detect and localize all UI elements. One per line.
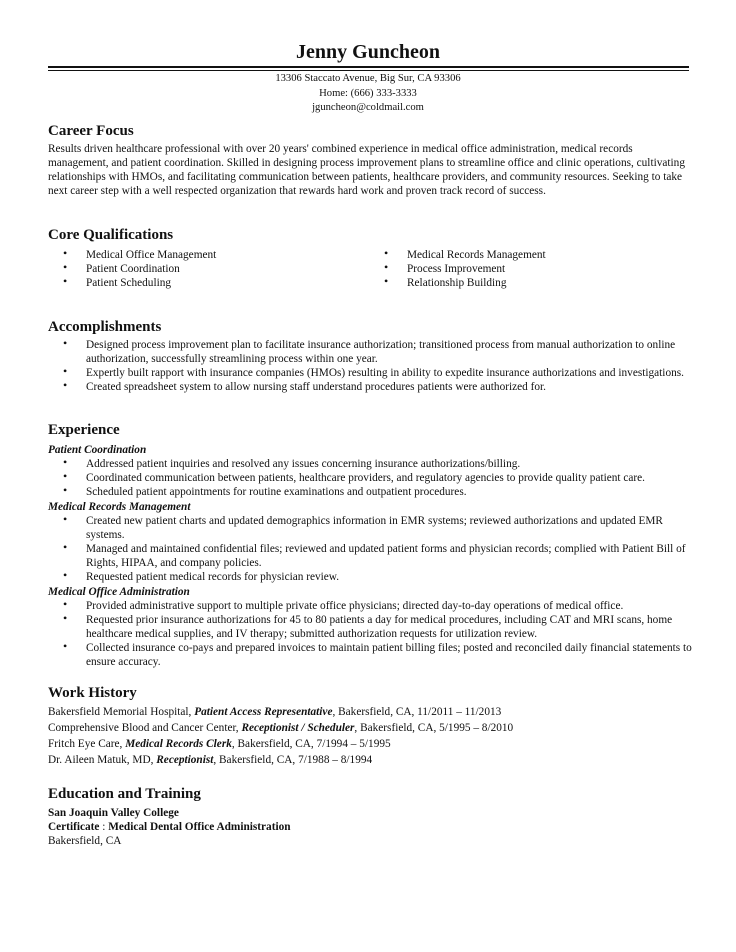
experience-list — [48, 514, 693, 584]
education-certificate — [48, 820, 693, 834]
list-item: • Coordinated communication between patients, healthcare providers, and regulatory agencies to provide quality patient care. — [48, 471, 693, 485]
list-item: • Patient Scheduling — [48, 276, 369, 290]
certificate-separator: : — [99, 821, 109, 833]
list-item: • Relationship Building — [369, 276, 690, 290]
work-role: Receptionist / Scheduler — [241, 722, 355, 734]
list-item: • Created new patient charts and updated demographics information in EMR systems; reviewed authorizations and updated EMR systems. — [48, 514, 693, 542]
header-rule-thick — [48, 66, 689, 68]
contact-phone: Home: (666) 333-3333 — [319, 87, 417, 99]
resume-name: Jenny Guncheon — [296, 41, 440, 63]
list-item: • Requested prior insurance authorizations for 45 to 80 patients a day for medical procedures, including CAT and MRI scans, home healthcare medical supplies, and IV therapy; submitted authorization requests for utilization review. — [48, 613, 693, 641]
work-employer: Bakersfield Memorial Hospital, — [48, 706, 192, 718]
qualifications-columns — [48, 248, 693, 290]
experience-section — [48, 421, 693, 669]
certificate-name: Medical Dental Office Administration — [108, 821, 291, 833]
list-item: • Managed and maintained confidential files; reviewed and updated patient forms and physician records; complied with Patient Bill of Rights, HIPAA, and company policies. — [48, 542, 693, 570]
work-role: Patient Access Representative — [194, 706, 333, 718]
accomplishments-heading: Accomplishments — [48, 319, 162, 335]
header-rule-thin — [48, 70, 689, 71]
list-item: • Requested patient medical records for physician review. — [48, 570, 693, 584]
education-school: San Joaquin Valley College — [48, 807, 179, 819]
list-item: • Process Improvement — [369, 262, 690, 276]
work-employer: Fritch Eye Care, — [48, 738, 123, 750]
education-heading: Education and Training — [48, 786, 201, 802]
certificate-label: Certificate — [48, 821, 100, 833]
work-role: Receptionist — [156, 754, 214, 766]
qualifications-left-list — [48, 248, 369, 290]
contact-address: 13306 Staccato Avenue, Big Sur, CA 93306 — [275, 73, 461, 84]
work-entry — [48, 752, 693, 768]
experience-list — [48, 599, 693, 669]
contact-email: jguncheon@coldmail.com — [312, 102, 424, 113]
work-entry — [48, 736, 693, 752]
work-employer: Dr. Aileen Matuk, MD, — [48, 754, 154, 766]
work-details: , Bakersfield, CA, 11/2011 – 11/2013 — [332, 706, 502, 718]
work-entry — [48, 704, 693, 720]
experience-heading: Experience — [48, 422, 120, 438]
qualifications-right-list — [369, 248, 690, 290]
experience-list — [48, 457, 693, 499]
contact-block — [0, 72, 736, 116]
accomplishments-list — [48, 338, 693, 394]
list-item: • Collected insurance co-pays and prepared invoices to maintain patient billing files; posted and reconciled daily financial statements to ensure accuracy. — [48, 641, 693, 669]
list-item: • Addressed patient inquiries and resolved any issues concerning insurance authorizations/billing. — [48, 457, 693, 471]
list-item: • Medical Office Management — [48, 248, 369, 262]
list-item: • Provided administrative support to multiple private office physicians; directed day-to-day operations of medical office. — [48, 599, 693, 613]
work-details: , Bakersfield, CA, 7/1994 – 5/1995 — [231, 738, 391, 750]
qualifications-heading: Core Qualifications — [48, 227, 174, 243]
work-history-heading: Work History — [48, 685, 137, 701]
list-item: • Scheduled patient appointments for routine examinations and outpatient procedures. — [48, 485, 693, 499]
work-history-section — [48, 684, 693, 768]
work-details: , Bakersfield, CA, 5/1995 – 8/2010 — [354, 722, 514, 734]
work-details: , Bakersfield, CA, 7/1988 – 8/1994 — [213, 754, 373, 766]
accomplishments-section — [48, 318, 693, 394]
education-section — [48, 785, 693, 848]
work-role: Medical Records Clerk — [125, 738, 232, 750]
experience-subheading: Medical Records Management — [48, 501, 191, 513]
list-item: • Created spreadsheet system to allow nursing staff understand procedures patients were authorized for. — [48, 380, 693, 394]
education-location: Bakersfield, CA — [48, 835, 122, 847]
work-employer: Comprehensive Blood and Cancer Center, — [48, 722, 239, 734]
list-item: • Designed process improvement plan to facilitate insurance authorization; transitioned process from manual authorization to online authorization, successfully streamlining process within one year. — [48, 338, 693, 366]
list-item: • Patient Coordination — [48, 262, 369, 276]
work-entry — [48, 720, 693, 736]
experience-subheading: Patient Coordination — [48, 444, 147, 456]
career-focus-text: Results driven healthcare professional with over 20 years' combined experience in medical office administration, medical records management, and patient coordination. Skilled in designing process improvement plans to streamline office and clinic operations, cultivating relationships with HMOs, and facilitating communication between patients, healthcare providers, and community resources. Seeking to take next career step with a well respected organization that rewards hard work and proven track record of success. — [48, 143, 685, 197]
career-focus-section — [48, 122, 693, 198]
career-focus-heading: Career Focus — [48, 123, 134, 139]
list-item: • Medical Records Management — [369, 248, 690, 262]
experience-subheading: Medical Office Administration — [48, 586, 190, 598]
list-item: • Expertly built rapport with insurance companies (HMOs) resulting in ability to expedite insurance authorizations and investigations. — [48, 366, 693, 380]
qualifications-section — [48, 226, 693, 290]
